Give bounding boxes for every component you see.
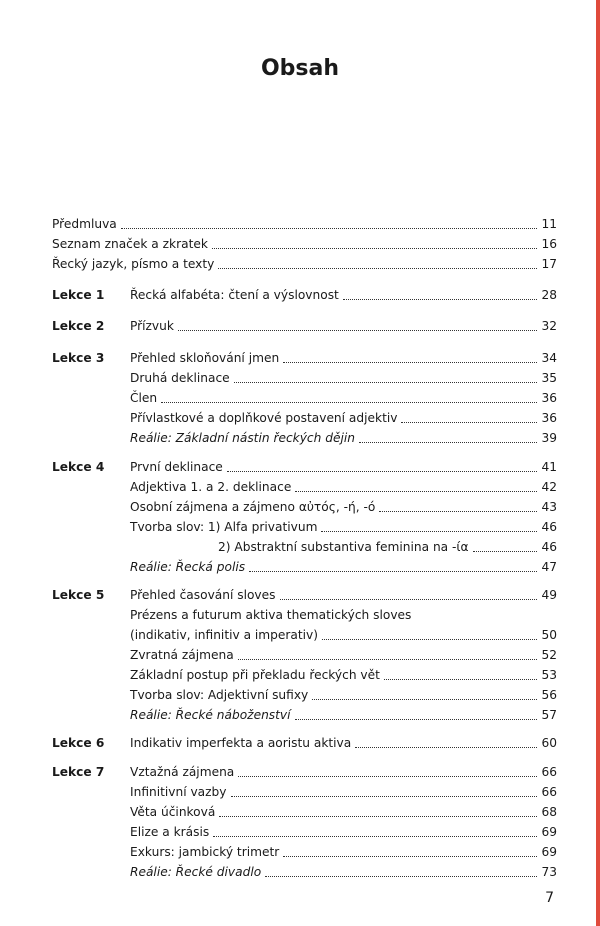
dot-leader [384,679,537,680]
entry-title: Předmluva [52,217,117,231]
page-number: 7 [545,890,554,906]
entry-page-number: 46 [541,540,557,554]
entry-page-number: 57 [541,708,557,722]
entry-page-number: 42 [541,480,557,494]
toc-row [52,733,557,753]
entry-title: Vztažná zájmena [130,765,235,779]
dot-leader [227,471,537,472]
toc-row [52,428,557,448]
toc-entry[interactable] [130,625,557,645]
entry-title: 2) Abstraktní substantiva feminina na -ία [218,540,469,554]
entry-page-number: 66 [541,785,557,799]
entry-title: Základní postup při překladu řeckých vět [130,668,380,682]
entry-title: Věta účinková [130,805,216,819]
toc-row [52,517,557,537]
dot-leader [238,776,537,777]
dot-leader [161,402,537,403]
entry-page-number: 50 [541,628,557,642]
toc-entry[interactable] [130,316,557,336]
entry-page-number: 36 [541,391,557,405]
toc-row [52,285,557,305]
dot-leader [238,659,537,660]
dot-leader [322,639,537,640]
toc-row [52,557,557,577]
entry-title: Elize a krásis [130,825,210,839]
toc-row [52,316,557,336]
entry-page-number: 49 [541,588,557,602]
toc-entry[interactable] [130,705,557,725]
entry-page-number: 39 [541,431,557,445]
entry-title: Druhá deklinace [130,371,230,385]
toc-entry[interactable] [130,428,557,448]
dot-leader [355,747,537,748]
toc-entry[interactable] [130,477,557,497]
toc-entry[interactable] [130,862,557,882]
page-title: Obsah [260,56,340,81]
entry-title: Tvorba slov: Adjektivní sufixy [130,688,309,702]
toc-entry[interactable] [130,665,557,685]
dot-leader [218,268,537,269]
toc-row [52,497,557,517]
dot-leader [295,719,537,720]
entry-page-number: 16 [541,237,557,251]
page-edge [596,0,600,926]
lesson-label: Lekce 2 [52,319,105,333]
dot-leader [280,599,538,600]
lesson-label: Lekce 1 [52,288,105,302]
toc-row [52,802,557,822]
entry-title: Exkurs: jambický trimetr [130,845,280,859]
toc-row [52,705,557,725]
toc-row [52,477,557,497]
entry-title: Prézens a futurum aktiva thematických sloves [130,608,412,622]
entry-page-number: 36 [541,411,557,425]
dot-leader [219,816,537,817]
entry-page-number: 34 [541,351,557,365]
toc-entry[interactable] [130,285,557,305]
toc-row [52,585,557,605]
toc-row [52,537,557,557]
toc-entry[interactable] [130,348,557,368]
toc-row [52,685,557,705]
toc-row [52,457,557,477]
toc-entry[interactable] [130,368,557,388]
toc-entry[interactable] [130,842,557,862]
entry-title: Zvratná zájmena [130,648,234,662]
toc-row [52,842,557,862]
toc-entry[interactable] [130,733,557,753]
dot-leader [343,299,537,300]
entry-title: První deklinace [130,460,223,474]
entry-title: Přízvuk [130,319,174,333]
dot-leader [212,248,537,249]
toc-row [52,645,557,665]
dot-leader [283,362,537,363]
entry-page-number: 46 [541,520,557,534]
toc-entry[interactable] [130,822,557,842]
entry-title: Reálie: Řecké divadlo [130,865,262,879]
dot-leader [265,876,537,877]
lesson-label: Lekce 7 [52,765,105,779]
lesson-label: Lekce 6 [52,736,105,750]
entry-title: Řecká alfabéta: čtení a výslovnost [130,288,339,302]
entry-page-number: 56 [541,688,557,702]
entry-page-number: 28 [541,288,557,302]
toc-entry[interactable] [130,782,557,802]
entry-page-number: 69 [541,825,557,839]
toc-entry[interactable] [52,214,557,234]
dot-leader [249,571,537,572]
toc-row [52,368,557,388]
entry-page-number: 11 [541,217,557,231]
toc-entry[interactable] [52,254,557,274]
toc-row [52,822,557,842]
toc-row [52,605,557,625]
dot-leader [234,382,537,383]
entry-page-number: 68 [541,805,557,819]
lesson-label: Lekce 4 [52,460,105,474]
toc-row [52,862,557,882]
entry-title: Reálie: Řecké náboženství [130,708,291,722]
dot-leader [178,330,537,331]
toc-row [52,254,557,274]
toc-row [52,625,557,645]
entry-title: Řecký jazyk, písmo a texty [52,257,215,271]
dot-leader [121,228,537,229]
toc-entry[interactable] [130,802,557,822]
entry-title: Infinitivní vazby [130,785,227,799]
toc-row [52,762,557,782]
entry-page-number: 41 [541,460,557,474]
toc-entry[interactable] [130,408,557,428]
entry-title: Přívlastkové a doplňkové postavení adjektiv [130,411,398,425]
dot-leader [473,551,537,552]
lesson-label: Lekce 3 [52,351,105,365]
entry-page-number: 52 [541,648,557,662]
dot-leader [213,836,537,837]
lesson-label: Lekce 5 [52,588,105,602]
dot-leader [321,531,537,532]
toc-entry[interactable] [130,685,557,705]
toc-row [52,234,557,254]
entry-title: Reálie: Základní nástin řeckých dějin [130,431,355,445]
entry-title: Osobní zájmena a zájmeno αὐτός, -ή, -ό [130,500,376,514]
dot-leader [379,511,537,512]
toc-entry[interactable] [130,457,557,477]
entry-page-number: 66 [541,765,557,779]
entry-page-number: 35 [541,371,557,385]
entry-title: Přehled skloňování jmen [130,351,280,365]
toc-entry[interactable] [130,497,557,517]
toc-entry[interactable] [130,517,557,537]
toc-row [52,214,557,234]
toc-entry[interactable] [130,557,557,577]
toc-row [52,782,557,802]
entry-page-number: 60 [541,736,557,750]
toc-entry[interactable] [130,388,557,408]
toc-row [52,348,557,368]
entry-title: Přehled časování sloves [130,588,276,602]
toc-entry[interactable] [130,605,557,625]
toc-entry[interactable] [130,585,557,605]
toc-entry[interactable] [130,645,557,665]
entry-page-number: 43 [541,500,557,514]
toc-row [52,665,557,685]
dot-leader [231,796,538,797]
entry-page-number: 73 [541,865,557,879]
dot-leader [283,856,537,857]
toc-entry[interactable] [52,234,557,254]
entry-page-number: 17 [541,257,557,271]
dot-leader [312,699,537,700]
entry-title: Reálie: Řecká polis [130,560,246,574]
toc-row [52,388,557,408]
entry-title: Člen [130,391,158,405]
entry-page-number: 69 [541,845,557,859]
toc-row [52,408,557,428]
entry-title: Adjektiva 1. a 2. deklinace [130,480,292,494]
entry-page-number: 47 [541,560,557,574]
dot-leader [359,442,537,443]
toc-entry[interactable] [130,762,557,782]
dot-leader [295,491,537,492]
entry-title: Tvorba slov: 1) Alfa privativum [130,520,318,534]
entry-page-number: 53 [541,668,557,682]
dot-leader [401,422,537,423]
entry-page-number: 32 [541,319,557,333]
entry-title: Seznam značek a zkratek [52,237,208,251]
entry-title: (indikativ, infinitiv a imperativ) [130,628,319,642]
toc-entry[interactable] [130,537,557,557]
entry-title: Indikativ imperfekta a aoristu aktiva [130,736,352,750]
